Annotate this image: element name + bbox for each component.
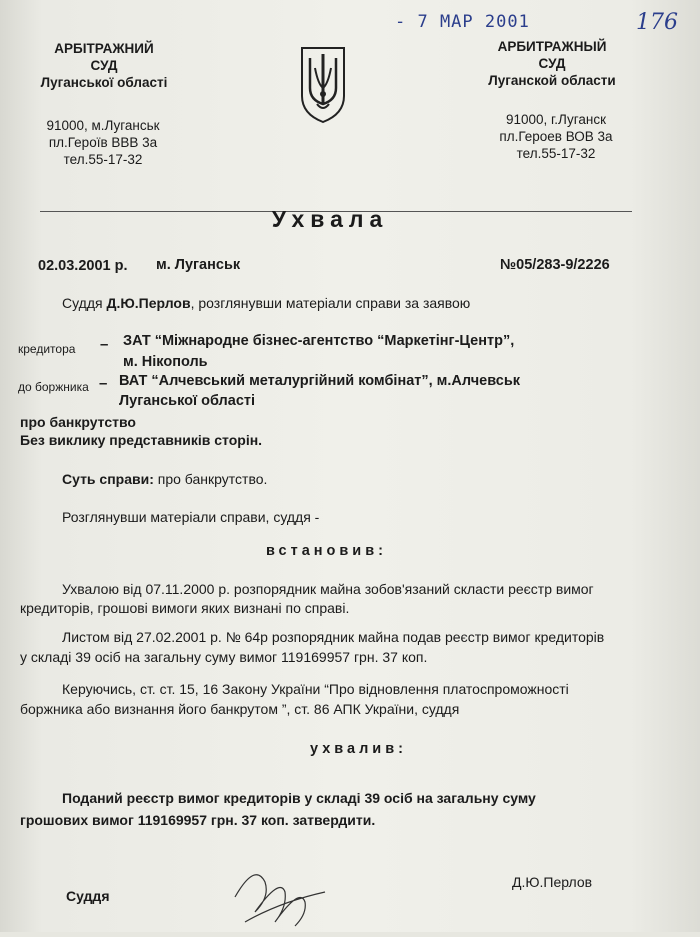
court-name-ru-line2: СУД [538, 56, 566, 71]
judge-intro [62, 295, 470, 311]
judge-intro-suffix: , розглянувши матеріали справи за заявою [190, 295, 471, 311]
paragraph-1-line2: кредиторів, грошові вимоги яких визнані по справі. [20, 600, 350, 616]
trident-emblem-icon [298, 44, 348, 124]
judge-name: Д.Ю.Перлов [106, 295, 191, 311]
ruled-heading: ухвалив: [310, 741, 407, 757]
address-ru-line2: пл.Героев ВОВ 3а [499, 129, 613, 144]
judge-signature [225, 852, 335, 932]
case-essence-text: про банкрутство. [153, 471, 268, 487]
footer-judge-name: Д.Ю.Перлов [512, 874, 593, 890]
document-title: Ухвала [271, 206, 389, 232]
creditor-label: кредитора [18, 342, 76, 356]
ruling-city: м. Луганськ [156, 257, 241, 273]
address-ru-line3: тел.55-17-32 [516, 146, 596, 161]
court-name-ua-line3: Луганської області [40, 75, 168, 90]
address-ua-line1: 91000, м.Луганськ [46, 118, 160, 133]
debtor-label: до боржника [18, 380, 89, 394]
decision-line2: грошових вимог 119169957 грн. 37 коп. затвердити. [20, 812, 376, 828]
case-number: №05/283-9/2226 [500, 257, 610, 273]
paragraph-2-line1: Листом від 27.02.2001 р. № 64р розпорядник майна подав реєстр вимог кредиторів [62, 629, 605, 645]
court-name-ru [482, 38, 622, 89]
debtor-line2: Луганської області [119, 393, 256, 409]
paragraph-2-line2: у складі 39 осіб на загальну суму вимог 119169957 грн. 37 коп. [20, 649, 428, 665]
no-parties-note: Без виклику представників сторін. [20, 432, 263, 448]
ruling-date: 02.03.2001 р. [38, 258, 128, 274]
creditor-dash: – [100, 336, 109, 353]
established-heading: встановив: [266, 543, 387, 559]
court-name-ua-line2: СУД [90, 58, 118, 73]
creditor-line1: ЗАТ “Міжнародне бізнес-агентство “Маркетінг-Центр”, [123, 333, 515, 349]
address-ua-line3: тел.55-17-32 [63, 152, 143, 167]
court-name-ru-line1: АРБИТРАЖНЫЙ [497, 39, 607, 54]
decision-line1: Поданий реєстр вимог кредиторів у складі 39 осіб на загальну суму [62, 790, 536, 806]
paragraph-1-line1: Ухвалою від 07.11.2000 р. розпорядник майна зобов'язаний скласти реєстр вимог [62, 581, 594, 597]
court-name-ua [40, 40, 168, 91]
court-address-ru [486, 111, 626, 162]
case-subject: про банкрутство [20, 414, 136, 430]
case-essence-label: Суть справи: [62, 471, 154, 487]
court-name-ru-line3: Луганской области [488, 73, 616, 88]
debtor-line1: ВАТ “Алчевський металургійний комбінат”, м.Алчевськ [119, 373, 521, 389]
paragraph-3-line1: Керуючись, ст. ст. 15, 16 Закону України “Про відновлення платоспроможності [62, 681, 569, 697]
footer-judge-label: Суддя [66, 888, 110, 904]
court-address-ua [34, 117, 172, 168]
court-name-ua-line1: АРБІТРАЖНИЙ [54, 41, 154, 56]
paragraph-3-line2: боржника або визнання його банкрутом ”, ст. 86 АПК України, суддя [20, 701, 460, 717]
judge-intro-prefix: Суддя [62, 295, 103, 311]
address-ru-line1: 91000, г.Луганск [505, 112, 607, 127]
creditor-line2: м. Нікополь [123, 354, 208, 370]
reviewed-line: Розглянувши матеріали справи, суддя - [62, 509, 320, 525]
case-essence [62, 471, 267, 487]
address-ua-line2: пл.Героїв ВВВ 3а [48, 135, 158, 150]
handwritten-page-number: 176 [636, 10, 678, 35]
received-date-stamp: - 7 МАР 2001 [395, 12, 530, 32]
debtor-dash: – [99, 375, 108, 392]
